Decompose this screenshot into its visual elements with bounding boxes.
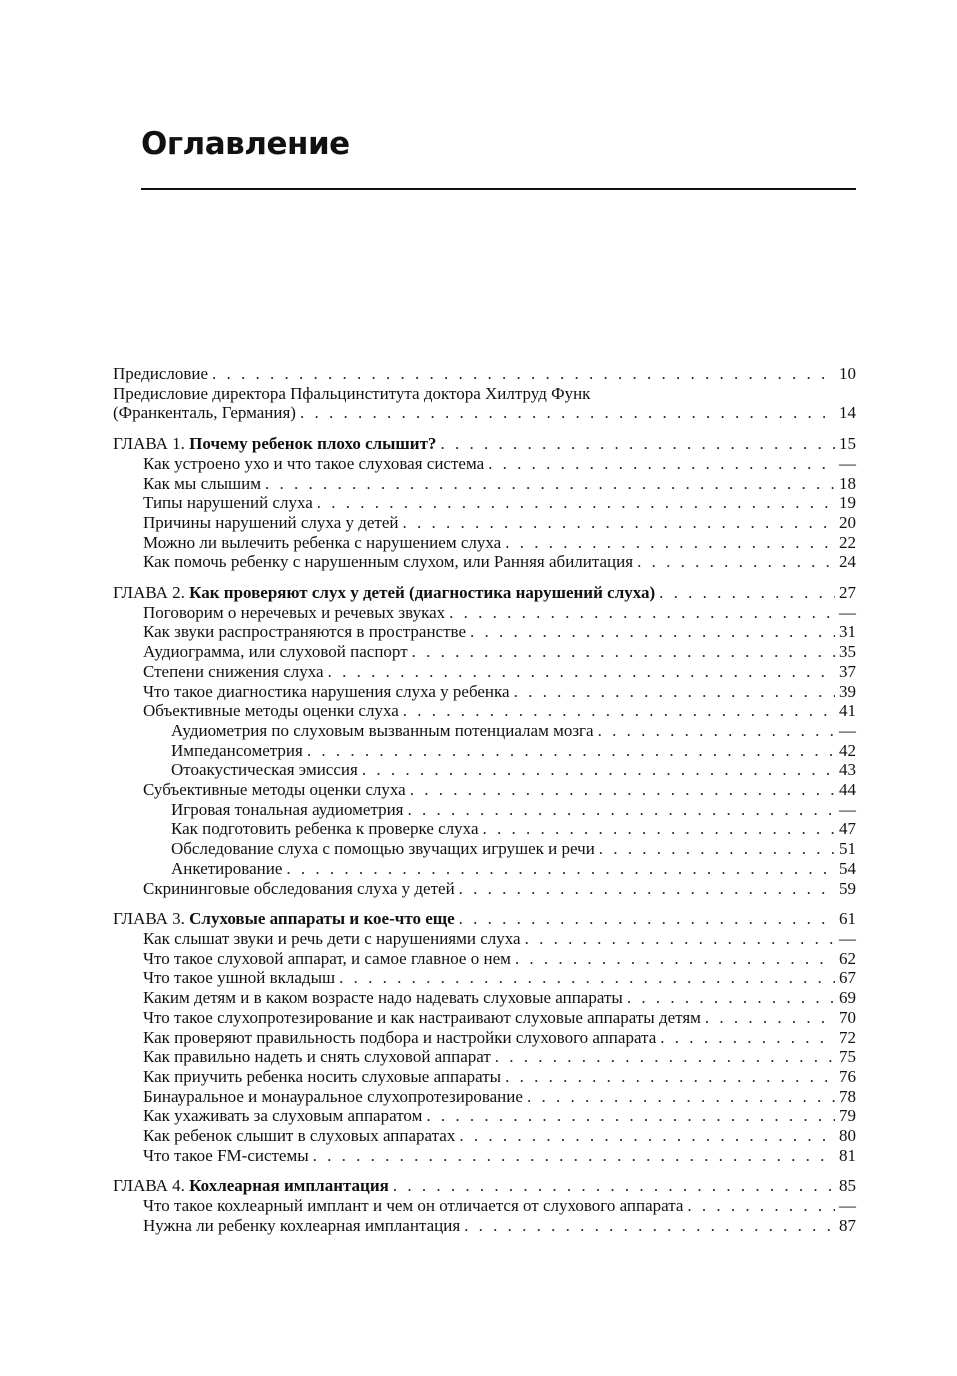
chapter-entry[interactable] xyxy=(113,909,856,929)
entry-title: Что такое FM-системы xyxy=(143,1145,309,1165)
chapter-heading xyxy=(113,1176,389,1196)
entry-title: Объективные методы оценки слуха xyxy=(143,701,399,721)
toc-entry[interactable] xyxy=(113,454,856,474)
entry-page: 31 xyxy=(839,622,856,642)
leader-dots xyxy=(495,1047,835,1067)
entry-title: Что такое ушной вкладыш xyxy=(143,968,336,988)
toc-entry[interactable] xyxy=(113,682,856,702)
entry-page: 69 xyxy=(839,988,856,1008)
entry-page: 39 xyxy=(839,681,856,701)
toc-entry[interactable] xyxy=(113,1216,856,1236)
leader-dots xyxy=(212,364,835,384)
entry-title: Отоакустическая эмиссия xyxy=(171,760,358,780)
entry-page: 78 xyxy=(839,1086,856,1106)
toc-entry[interactable] xyxy=(113,949,856,969)
toc-entry[interactable] xyxy=(113,1126,856,1146)
leader-dots xyxy=(687,1196,835,1216)
entry-title: Что такое слуховой аппарат, и самое главное о нем xyxy=(143,948,511,968)
entry-title: Субъективные методы оценки слуха xyxy=(143,780,406,800)
toc-entry[interactable] xyxy=(113,1087,856,1107)
entry-title: Анкетирование xyxy=(171,858,283,878)
entry-page: 41 xyxy=(839,701,856,721)
chapter-heading xyxy=(113,434,436,454)
entry-page: 67 xyxy=(839,968,856,988)
toc-subentry[interactable] xyxy=(113,819,856,839)
toc-entry[interactable] xyxy=(113,642,856,662)
leader-dots xyxy=(659,583,835,603)
entry-page: 72 xyxy=(839,1027,856,1047)
intro-group xyxy=(113,364,856,423)
leader-dots xyxy=(410,780,835,800)
entry-page: 80 xyxy=(839,1126,856,1146)
chapter-prefix: ГЛАВА 3. xyxy=(113,909,185,929)
toc-entry[interactable] xyxy=(113,1067,856,1087)
leader-dots xyxy=(488,454,835,474)
chapter-entry[interactable] xyxy=(113,1176,856,1196)
chapter-3 xyxy=(113,909,856,1165)
leader-dots xyxy=(307,741,835,761)
chapter-4 xyxy=(113,1176,856,1235)
leader-dots xyxy=(660,1028,835,1048)
entry-title: Игровая тональная аудиометрия xyxy=(171,799,404,819)
toc-entry[interactable] xyxy=(113,622,856,642)
leader-dots xyxy=(515,949,835,969)
entry-page: 10 xyxy=(839,364,856,383)
toc-entry[interactable] xyxy=(113,1047,856,1067)
toc-entry[interactable] xyxy=(113,780,856,800)
entry-title: Как ухаживать за слуховым аппаратом xyxy=(143,1106,423,1126)
leader-dots xyxy=(470,622,835,642)
entry-page: 24 xyxy=(839,552,856,572)
leader-dots xyxy=(525,929,835,949)
entry-title: Как мы слышим xyxy=(143,473,261,493)
entry-title: Бинауральное и монауральное слухопротезирование xyxy=(143,1086,523,1106)
entry-title: Поговорим о неречевых и речевых звуках xyxy=(143,602,446,622)
entry-page: — xyxy=(839,1196,856,1216)
entry-title: Как устроено ухо и что такое слуховая система xyxy=(143,453,485,473)
leader-dots xyxy=(459,909,835,929)
leader-dots xyxy=(265,474,835,494)
entry-page: 35 xyxy=(839,642,856,662)
entry-page: 18 xyxy=(839,473,856,493)
leader-dots xyxy=(599,839,835,859)
toc-entry[interactable] xyxy=(113,474,856,494)
entry-page: 42 xyxy=(839,740,856,760)
toc-entry[interactable] xyxy=(113,513,856,533)
entry-page: 85 xyxy=(839,1176,856,1196)
entry-title: Как звуки распространяются в пространстве xyxy=(143,622,466,642)
leader-dots xyxy=(464,1216,835,1236)
toc-subentry[interactable] xyxy=(113,760,856,780)
table-of-contents xyxy=(113,364,856,1247)
entry-title: Как помочь ребенку с нарушенным слухом, или Ранняя абилитация xyxy=(143,552,634,572)
entry-title: Как проверяют правильность подбора и настройки слухового аппарата xyxy=(143,1027,657,1047)
entry-page: 76 xyxy=(839,1066,856,1086)
entry-title: Как подготовить ребенка к проверке слуха xyxy=(171,819,479,839)
entry-page: 59 xyxy=(839,878,856,898)
toc-entry[interactable] xyxy=(113,1146,856,1166)
leader-dots xyxy=(449,603,835,623)
toc-entry[interactable] xyxy=(113,929,856,949)
toc-entry[interactable] xyxy=(113,603,856,623)
entry-page: — xyxy=(839,453,856,473)
entry-page: 75 xyxy=(839,1047,856,1067)
entry-title: Как слышат звуки и речь дети с нарушениями слуха xyxy=(143,928,521,948)
entry-title: Что такое слухопротезирование и как настраивают слуховые аппараты детям xyxy=(143,1007,701,1027)
toc-entry[interactable] xyxy=(113,1028,856,1048)
entry-title: Как ребенок слышит в слуховых аппаратах xyxy=(143,1126,456,1146)
entry-page: 81 xyxy=(839,1145,856,1165)
page-title: Оглавление xyxy=(141,126,350,162)
chapter-2 xyxy=(113,583,856,898)
toc-subentry[interactable] xyxy=(113,859,856,879)
entry-page: 14 xyxy=(839,403,856,423)
toc-subentry[interactable] xyxy=(113,721,856,741)
entry-page: 37 xyxy=(839,661,856,681)
leader-dots xyxy=(627,988,835,1008)
toc-subentry[interactable] xyxy=(113,741,856,761)
entry-page: 62 xyxy=(839,948,856,968)
leader-dots xyxy=(440,434,835,454)
toc-entry[interactable] xyxy=(113,552,856,572)
toc-entry[interactable] xyxy=(113,988,856,1008)
toc-entry[interactable] xyxy=(113,1196,856,1216)
leader-dots xyxy=(637,552,835,572)
leader-dots xyxy=(459,879,835,899)
leader-dots xyxy=(300,403,835,423)
chapter-heading xyxy=(113,909,455,929)
entry-page: 61 xyxy=(839,909,856,929)
toc-entry[interactable] xyxy=(113,493,856,513)
leader-dots xyxy=(393,1176,835,1196)
chapter-title: Слуховые аппараты и кое-что еще xyxy=(189,909,455,929)
chapter-title: Кохлеарная имплантация xyxy=(189,1176,389,1196)
entry-page: 27 xyxy=(839,583,856,603)
toc-entry[interactable] xyxy=(113,879,856,899)
entry-title: Что такое диагностика нарушения слуха у ребенка xyxy=(143,681,510,701)
entry-page: 19 xyxy=(839,493,856,513)
entry-page: 22 xyxy=(839,532,856,552)
entry-page: 44 xyxy=(839,780,856,800)
chapter-entry[interactable] xyxy=(113,434,856,454)
entry-title: Скрининговые обследования слуха у детей xyxy=(143,878,455,898)
chapter-prefix: ГЛАВА 1. xyxy=(113,434,185,454)
leader-dots xyxy=(362,760,835,780)
toc-entry[interactable] xyxy=(113,701,856,721)
entry-title: Аудиограмма, или слуховой паспорт xyxy=(143,642,408,662)
entry-page: — xyxy=(839,602,856,622)
chapter-title: Как проверяют слух у детей (диагностика нарушений слуха) xyxy=(189,583,656,603)
leader-dots xyxy=(527,1087,835,1107)
entry-page: — xyxy=(839,928,856,948)
entry-title: Предисловие xyxy=(113,364,209,383)
entry-page: 87 xyxy=(839,1215,856,1235)
leader-dots xyxy=(412,642,835,662)
leader-dots xyxy=(483,819,836,839)
toc-entry[interactable] xyxy=(113,533,856,553)
toc-entry[interactable] xyxy=(113,364,856,384)
entry-title: Импедансометрия xyxy=(171,740,303,760)
entry-title: Степени снижения слуха xyxy=(143,661,324,681)
entry-title: Каким детям и в каком возрасте надо надевать слуховые аппараты xyxy=(143,988,623,1008)
entry-page: — xyxy=(839,799,856,819)
entry-title: Что такое кохлеарный имплант и чем он отличается от слухового аппарата xyxy=(143,1196,684,1216)
leader-dots xyxy=(459,1126,835,1146)
entry-page: 70 xyxy=(839,1007,856,1027)
leader-dots xyxy=(403,701,835,721)
toc-entry[interactable] xyxy=(113,1106,856,1126)
leader-dots xyxy=(426,1106,835,1126)
entry-title: Причины нарушений слуха у детей xyxy=(143,512,399,532)
toc-entry[interactable] xyxy=(113,968,856,988)
entry-page: 51 xyxy=(839,839,856,859)
toc-entry[interactable] xyxy=(113,1008,856,1028)
leader-dots xyxy=(598,721,835,741)
entry-title: Типы нарушений слуха xyxy=(143,493,313,513)
entry-title-line: Предисловие директора Пфальцинститута доктора Хилтруд Функ xyxy=(113,383,591,403)
title-underline xyxy=(141,188,856,190)
chapter-prefix: ГЛАВА 2. xyxy=(113,583,185,603)
leader-dots xyxy=(286,859,835,879)
chapter-entry[interactable] xyxy=(113,583,856,603)
entry-page: 43 xyxy=(839,760,856,780)
leader-dots xyxy=(408,800,835,820)
chapter-title: Почему ребенок плохо слышит? xyxy=(189,434,437,454)
leader-dots xyxy=(505,533,835,553)
leader-dots xyxy=(328,662,835,682)
chapter-1 xyxy=(113,434,856,572)
leader-dots xyxy=(317,493,835,513)
entry-page: 54 xyxy=(839,858,856,878)
leader-dots xyxy=(514,682,835,702)
entry-title: (Франкенталь, Германия) xyxy=(113,403,296,423)
entry-title: Нужна ли ребенку кохлеарная имплантация xyxy=(143,1215,461,1235)
entry-title: Можно ли вылечить ребенка с нарушением слуха xyxy=(143,532,502,552)
toc-entry[interactable] xyxy=(113,662,856,682)
entry-title: Как приучить ребенка носить слуховые аппараты xyxy=(143,1066,502,1086)
leader-dots xyxy=(705,1008,835,1028)
leader-dots xyxy=(313,1146,835,1166)
entry-page: 15 xyxy=(839,434,856,454)
toc-subentry[interactable] xyxy=(113,800,856,820)
entry-page: 20 xyxy=(839,512,856,532)
toc-entry[interactable] xyxy=(113,403,856,423)
chapter-prefix: ГЛАВА 4. xyxy=(113,1176,185,1196)
entry-title: Как правильно надеть и снять слуховой аппарат xyxy=(143,1047,491,1067)
entry-title: Аудиометрия по слуховым вызванным потенциалам мозга xyxy=(171,720,594,740)
leader-dots xyxy=(339,968,835,988)
entry-page: — xyxy=(839,720,856,740)
entry-page: 79 xyxy=(839,1106,856,1126)
leader-dots xyxy=(403,513,835,533)
toc-subentry[interactable] xyxy=(113,839,856,859)
entry-title: Обследование слуха с помощью звучащих игрушек и речи xyxy=(171,839,595,859)
leader-dots xyxy=(505,1067,835,1087)
chapter-heading xyxy=(113,583,655,603)
entry-page: 47 xyxy=(839,819,856,839)
